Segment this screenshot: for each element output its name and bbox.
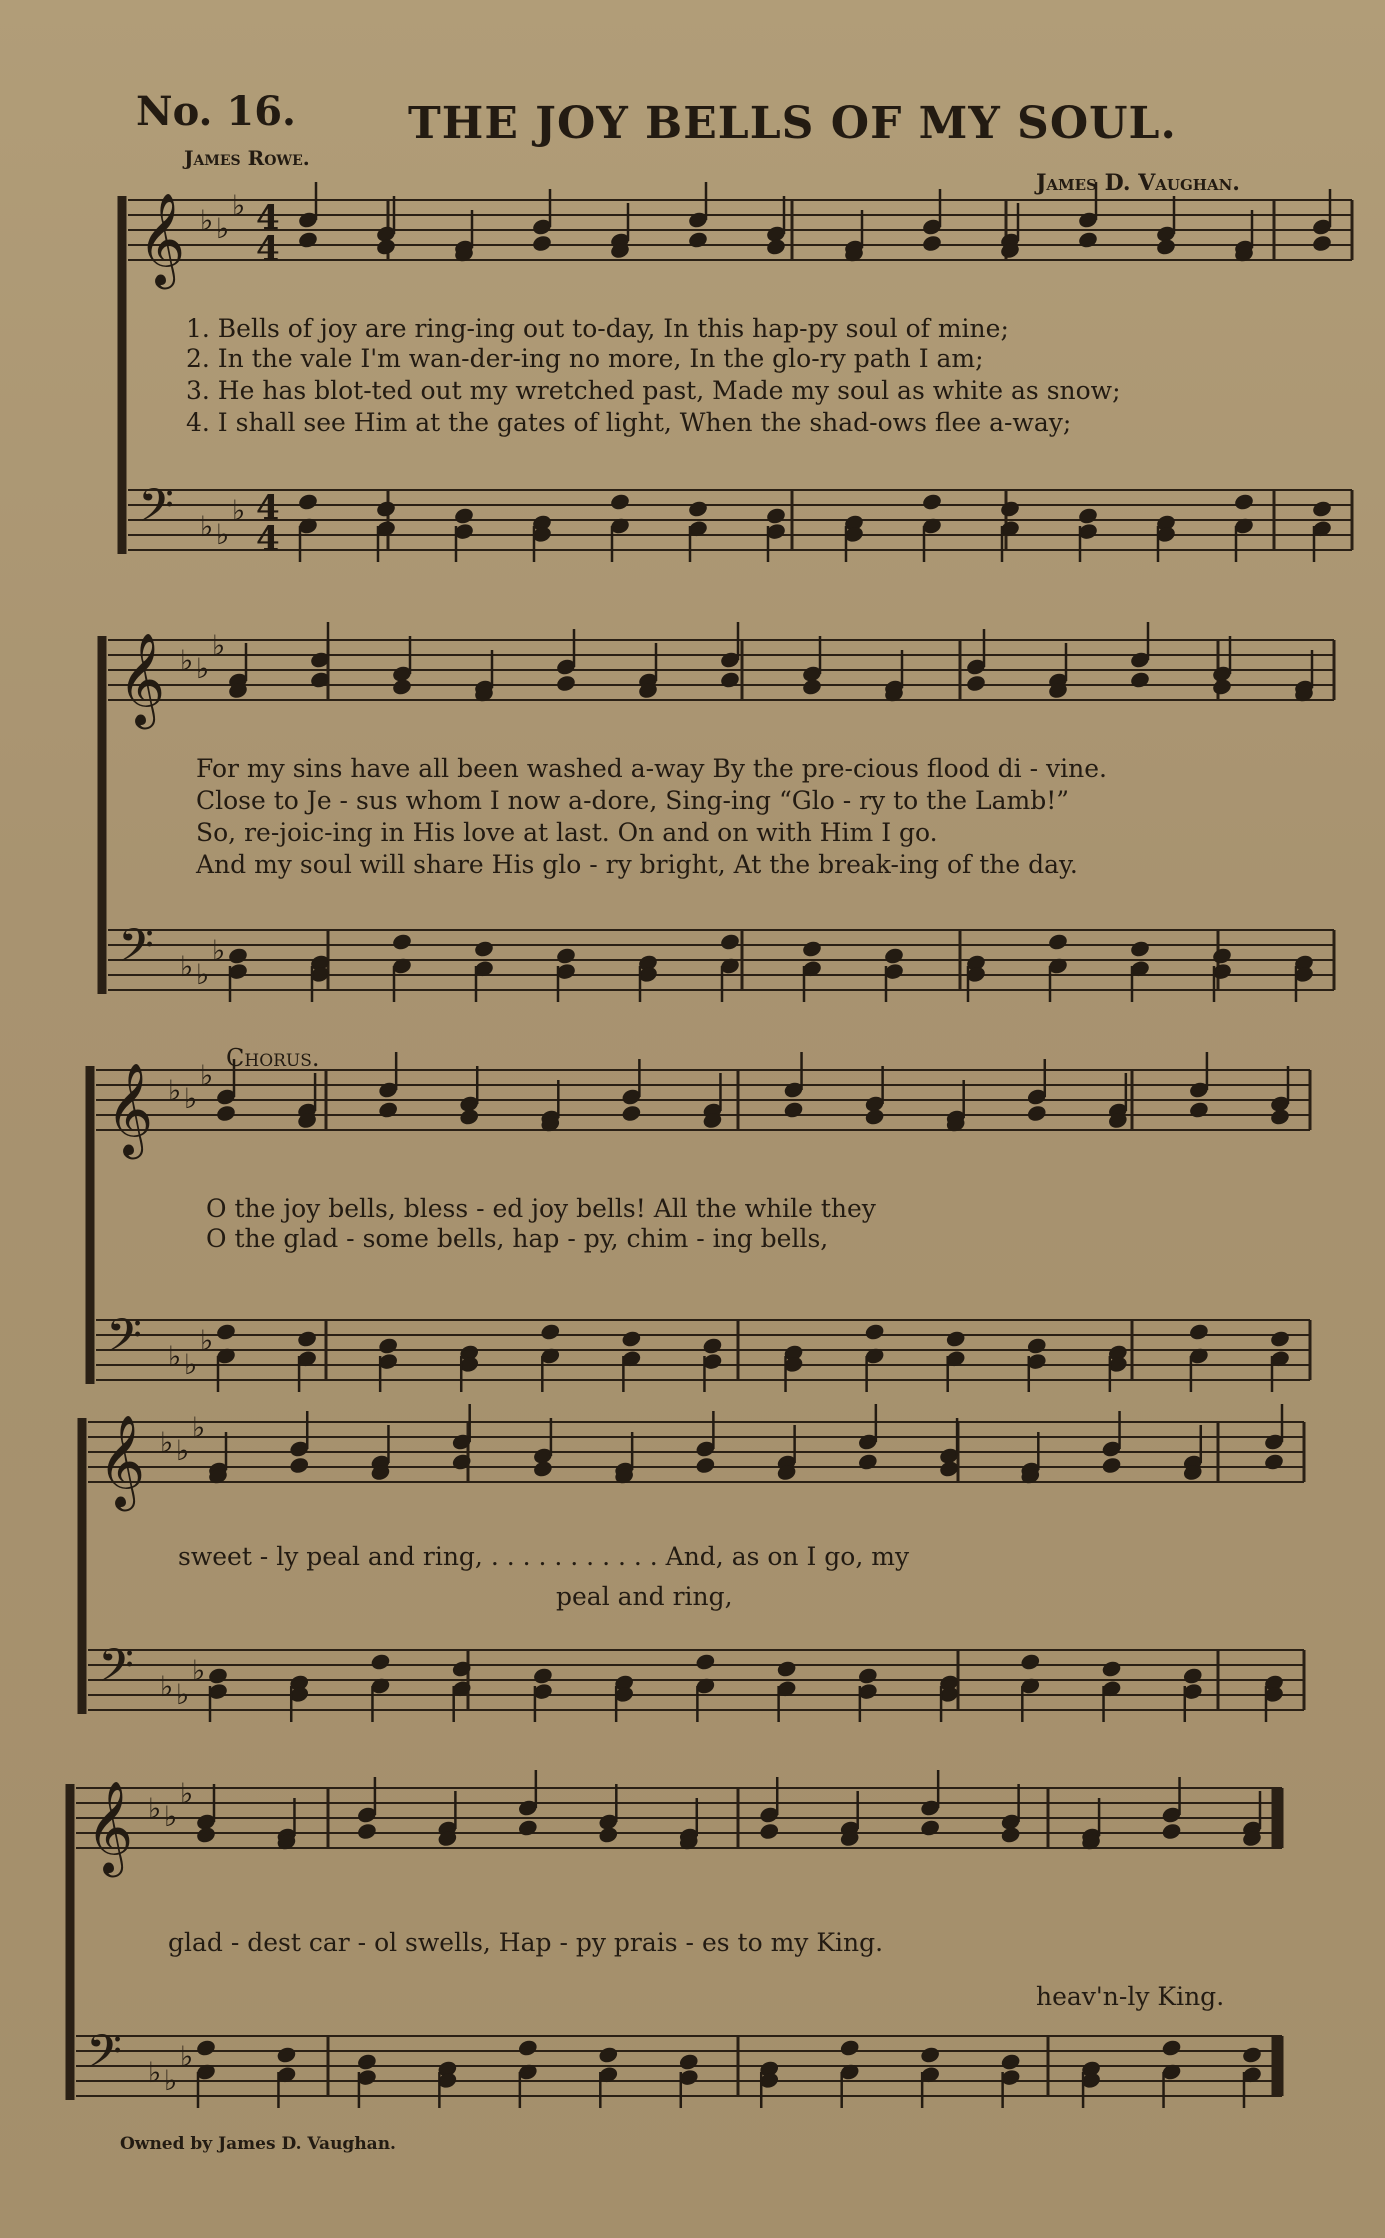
flat-sign: ♭ (180, 950, 194, 983)
treble-note (864, 1107, 886, 1126)
bass-time-bottom: 4 (256, 519, 280, 559)
flat-sign: ♭ (176, 1434, 190, 1467)
bass-note (227, 946, 249, 965)
bass-note (1269, 1329, 1291, 1348)
chorus-line-3: sweet - ly peal and ring, . . . . . . . . . . . And, as on I go, my (178, 1542, 910, 1571)
treble-note (1188, 1100, 1210, 1119)
verse-2-line-1: 2. In the vale I'm wan-der-ing no more, In the glo-ry path I am; (186, 344, 984, 373)
bass-note (839, 2038, 861, 2057)
treble-note (517, 1818, 539, 1837)
treble-note (1269, 1107, 1291, 1126)
bass-note (356, 2052, 378, 2071)
bass-note (296, 1329, 318, 1348)
treble-clef: 𝄞 (106, 1062, 154, 1155)
bass-note (919, 2045, 941, 2064)
verse-4-line-2: And my soul will share His glo - ry bright, At the break-ing of the day. (196, 850, 1078, 879)
bass-note (453, 506, 475, 525)
flat-sign: ♭ (164, 2064, 178, 2097)
treble-note (783, 1100, 805, 1119)
flat-sign: ♭ (180, 2040, 194, 2073)
composer-credit: James D. Vaughan. (1036, 170, 1240, 196)
verse-4-line-1: 4. I shall see Him at the gates of light, When the shad-ows flee a-way; (186, 408, 1072, 437)
flat-sign: ♭ (200, 510, 214, 543)
treble-clef: 𝄞 (118, 632, 166, 725)
flat-sign: ♭ (168, 1074, 182, 1107)
bass-clef: 𝄢 (118, 919, 155, 984)
bass-note (1026, 1336, 1048, 1355)
treble-note (1155, 237, 1177, 256)
treble-note (695, 1456, 717, 1475)
treble-note (1000, 1825, 1022, 1844)
flat-sign: ♭ (216, 212, 230, 245)
bass-note (864, 1322, 886, 1341)
bass-note (539, 1322, 561, 1341)
chorus-label: Chorus. (226, 1044, 320, 1072)
bass-note (999, 499, 1021, 518)
flat-sign: ♭ (160, 1426, 174, 1459)
treble-note (1129, 670, 1151, 689)
bass-note (370, 1652, 392, 1671)
hymn-title: THE JOY BELLS OF MY SOUL. (408, 98, 1177, 149)
bass-note (1000, 2052, 1022, 2071)
treble-note (687, 230, 709, 249)
treble-clef: 𝄞 (138, 192, 186, 285)
chorus-line-4: peal and ring, (556, 1582, 733, 1611)
bass-note (532, 1666, 554, 1685)
flat-sign: ♭ (196, 652, 210, 685)
flat-sign: ♭ (192, 1411, 206, 1444)
bass-note (765, 506, 787, 525)
bass-note (695, 1652, 717, 1671)
bass-note (609, 492, 631, 511)
bass-note (375, 499, 397, 518)
flat-sign: ♭ (148, 2056, 162, 2089)
flat-sign: ♭ (160, 1670, 174, 1703)
bass-note (195, 2038, 217, 2057)
treble-note (1026, 1104, 1048, 1123)
hymn-number: No. 16. (136, 88, 296, 135)
bass-note (555, 946, 577, 965)
treble-note (857, 1452, 879, 1471)
bass-note (1233, 492, 1255, 511)
bass-note (776, 1659, 798, 1678)
flat-sign: ♭ (164, 1800, 178, 1833)
flat-sign: ♭ (200, 1324, 214, 1357)
flat-sign: ♭ (232, 494, 246, 527)
treble-note (531, 234, 553, 253)
treble-note (375, 237, 397, 256)
treble-note (532, 1459, 554, 1478)
treble-note (458, 1107, 480, 1126)
bass-note (945, 1329, 967, 1348)
bass-note (687, 499, 709, 518)
treble-note (297, 230, 319, 249)
flat-sign: ♭ (148, 1792, 162, 1825)
flat-sign: ♭ (212, 629, 226, 662)
flat-sign: ♭ (168, 1340, 182, 1373)
treble-clef: 𝄞 (98, 1414, 146, 1507)
treble-time-bottom: 4 (256, 229, 280, 269)
treble-note (758, 1822, 780, 1841)
treble-time-top: 4 (256, 198, 280, 238)
treble-note (1311, 234, 1333, 253)
bass-note (621, 1329, 643, 1348)
treble-note (195, 1825, 217, 1844)
chorus-line-2: O the glad - some bells, hap - py, chim - ing bells, (206, 1224, 829, 1253)
flat-sign: ♭ (180, 644, 194, 677)
bass-note (1241, 2045, 1263, 2064)
treble-note (621, 1104, 643, 1123)
bass-clef: 𝄢 (106, 1309, 143, 1374)
bass-note (883, 946, 905, 965)
bass-note (857, 1666, 879, 1685)
treble-clef: 𝄞 (86, 1780, 134, 1873)
flat-sign: ♭ (212, 934, 226, 967)
bass-note (1311, 499, 1333, 518)
treble-note (919, 1818, 941, 1837)
flat-sign: ♭ (192, 1654, 206, 1687)
bass-note (1161, 2038, 1183, 2057)
treble-note (965, 674, 987, 693)
treble-note (1077, 230, 1099, 249)
treble-note (555, 674, 577, 693)
verse-3-line-1: 3. He has blot-ted out my wretched past, Made my soul as white as snow; (186, 376, 1121, 405)
flat-sign: ♭ (180, 1777, 194, 1810)
flat-sign: ♭ (196, 958, 210, 991)
bass-note (1211, 946, 1233, 965)
bass-note (1047, 932, 1069, 951)
treble-note (1161, 1822, 1183, 1841)
bass-note (921, 492, 943, 511)
bass-note (702, 1336, 724, 1355)
treble-note (1101, 1456, 1123, 1475)
treble-note (377, 1100, 399, 1119)
treble-note (801, 677, 823, 696)
flat-sign: ♭ (200, 204, 214, 237)
bass-note (517, 2038, 539, 2057)
treble-note (1211, 677, 1233, 696)
bass-note (1019, 1652, 1041, 1671)
verse-3-line-2: So, re-joic-ing in His love at last. On and on with Him I go. (196, 818, 938, 847)
flat-sign: ♭ (216, 518, 230, 551)
verse-1-line-2: For my sins have all been washed a-way By the pre-cious flood di - vine. (196, 754, 1107, 783)
treble-note (921, 234, 943, 253)
bass-clef: 𝄢 (98, 1639, 135, 1704)
treble-note (1263, 1452, 1285, 1471)
treble-note (391, 677, 413, 696)
treble-note (288, 1456, 310, 1475)
bass-note (719, 932, 741, 951)
verse-1-line-1: 1. Bells of joy are ring-ing out to-day, In this hap-py soul of mine; (186, 314, 1009, 343)
flat-sign: ♭ (232, 189, 246, 222)
lyricist-credit: James Rowe. (184, 146, 310, 170)
bass-note (1129, 939, 1151, 958)
bass-note (678, 2052, 700, 2071)
copyright-footer: Owned by James D. Vaughan. (120, 2134, 396, 2154)
treble-note (215, 1104, 237, 1123)
treble-note (356, 1822, 378, 1841)
bass-note (473, 939, 495, 958)
bass-clef: 𝄢 (138, 479, 175, 544)
chorus-line-1: O the joy bells, bless - ed joy bells! All the while they (206, 1194, 876, 1223)
bass-note (391, 932, 413, 951)
bass-note (597, 2045, 619, 2064)
chorus-line-6: heav'n-ly King. (1036, 1982, 1225, 2011)
verse-2-line-2: Close to Je - sus whom I now a-dore, Sing-ing “Glo - ry to the Lamb!” (196, 786, 1070, 815)
bass-note (1188, 1322, 1210, 1341)
flat-sign: ♭ (200, 1059, 214, 1092)
bass-note (207, 1666, 229, 1685)
bass-note (1101, 1659, 1123, 1678)
treble-note (597, 1825, 619, 1844)
bass-note (1077, 506, 1099, 525)
treble-note (765, 237, 787, 256)
flat-sign: ♭ (176, 1678, 190, 1711)
chorus-line-5: glad - dest car - ol swells, Hap - py prais - es to my King. (168, 1928, 884, 1957)
treble-note (719, 670, 741, 689)
bass-note (1182, 1666, 1204, 1685)
bass-note (801, 939, 823, 958)
bass-time-top: 4 (256, 488, 280, 528)
bass-note (215, 1322, 237, 1341)
bass-note (297, 492, 319, 511)
bass-clef: 𝄢 (86, 2025, 123, 2090)
bass-note (276, 2045, 298, 2064)
flat-sign: ♭ (184, 1348, 198, 1381)
flat-sign: ♭ (184, 1082, 198, 1115)
bass-note (377, 1336, 399, 1355)
